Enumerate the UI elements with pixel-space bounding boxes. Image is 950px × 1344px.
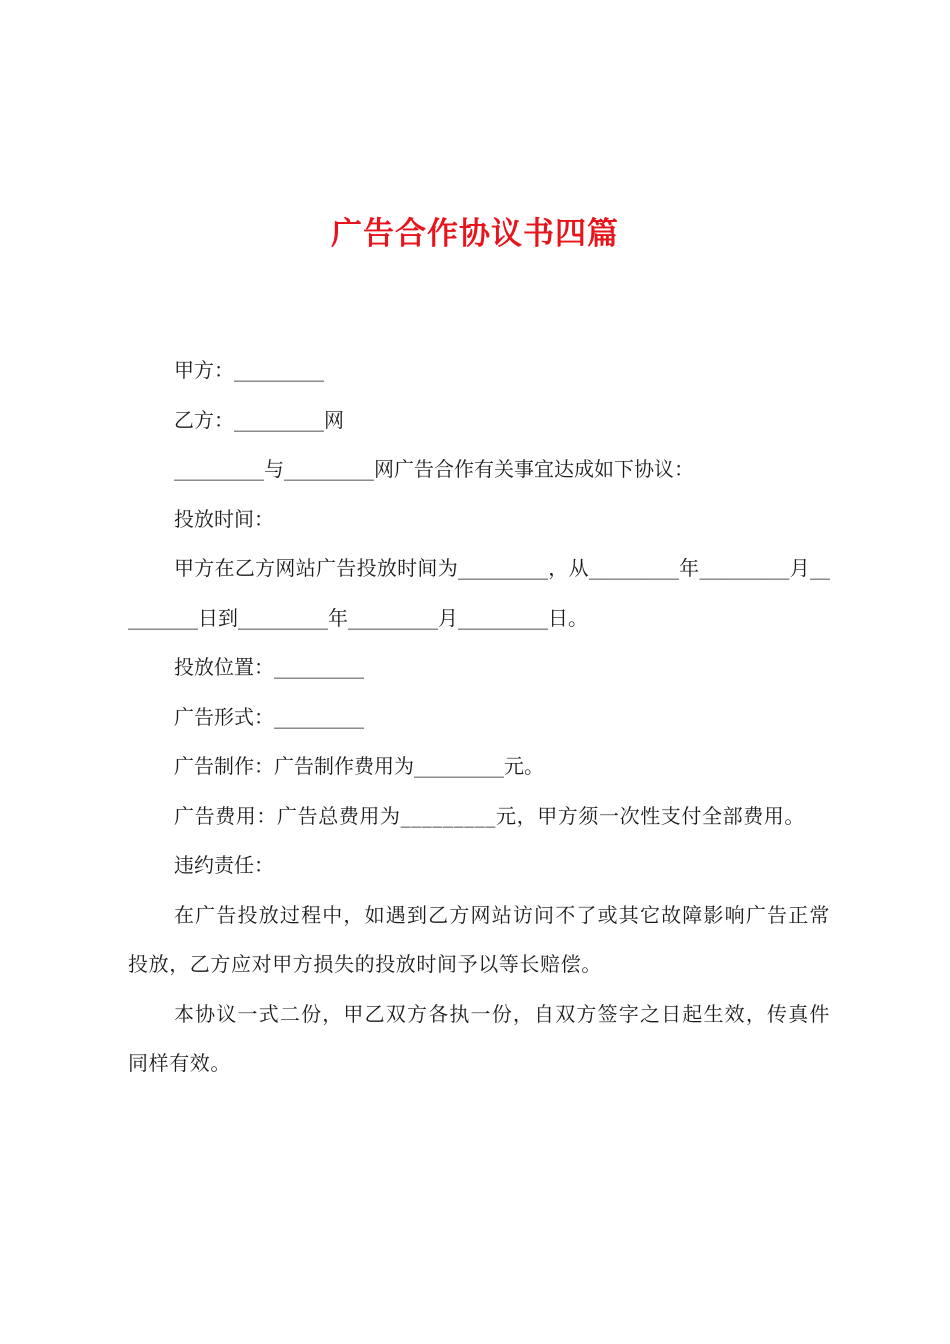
breach-clause: 在广告投放过程中，如遇到乙方网站访问不了或其它故障影响广告正常投放，乙方应对甲方损失的投放时间予以等长赔偿。 bbox=[128, 902, 830, 976]
placement-position-line: 投放位置：_________ bbox=[174, 655, 364, 679]
document-body bbox=[128, 346, 830, 1089]
ad-fee-clause: 广告费用：广告总费用为_________元，甲方须一次性支付全部费用。 bbox=[174, 803, 805, 828]
placement-time-heading: 投放时间： bbox=[174, 506, 274, 531]
party-a-line: 甲方：_________ bbox=[174, 358, 324, 382]
breach-heading: 违约责任： bbox=[174, 853, 274, 877]
party-b-line: 乙方：_________网 bbox=[174, 407, 344, 432]
placement-time-clause: 甲方在乙方网站广告投放时间为_________，从_________年_________月_________日到_________年_________月_________日。 bbox=[128, 556, 830, 630]
ad-production-line: 广告制作：广告制作费用为_________元。 bbox=[174, 754, 544, 778]
effectiveness-clause: 本协议一式二份，甲乙双方各执一份，自双方签字之日起生效，传真件同样有效。 bbox=[128, 1001, 830, 1075]
document-title: 广告合作协议书四篇 bbox=[331, 216, 619, 252]
ad-format-line: 广告形式：_________ bbox=[174, 704, 364, 729]
agreement-intro: _________与_________网广告合作有关事宜达成如下协议： bbox=[174, 457, 694, 481]
